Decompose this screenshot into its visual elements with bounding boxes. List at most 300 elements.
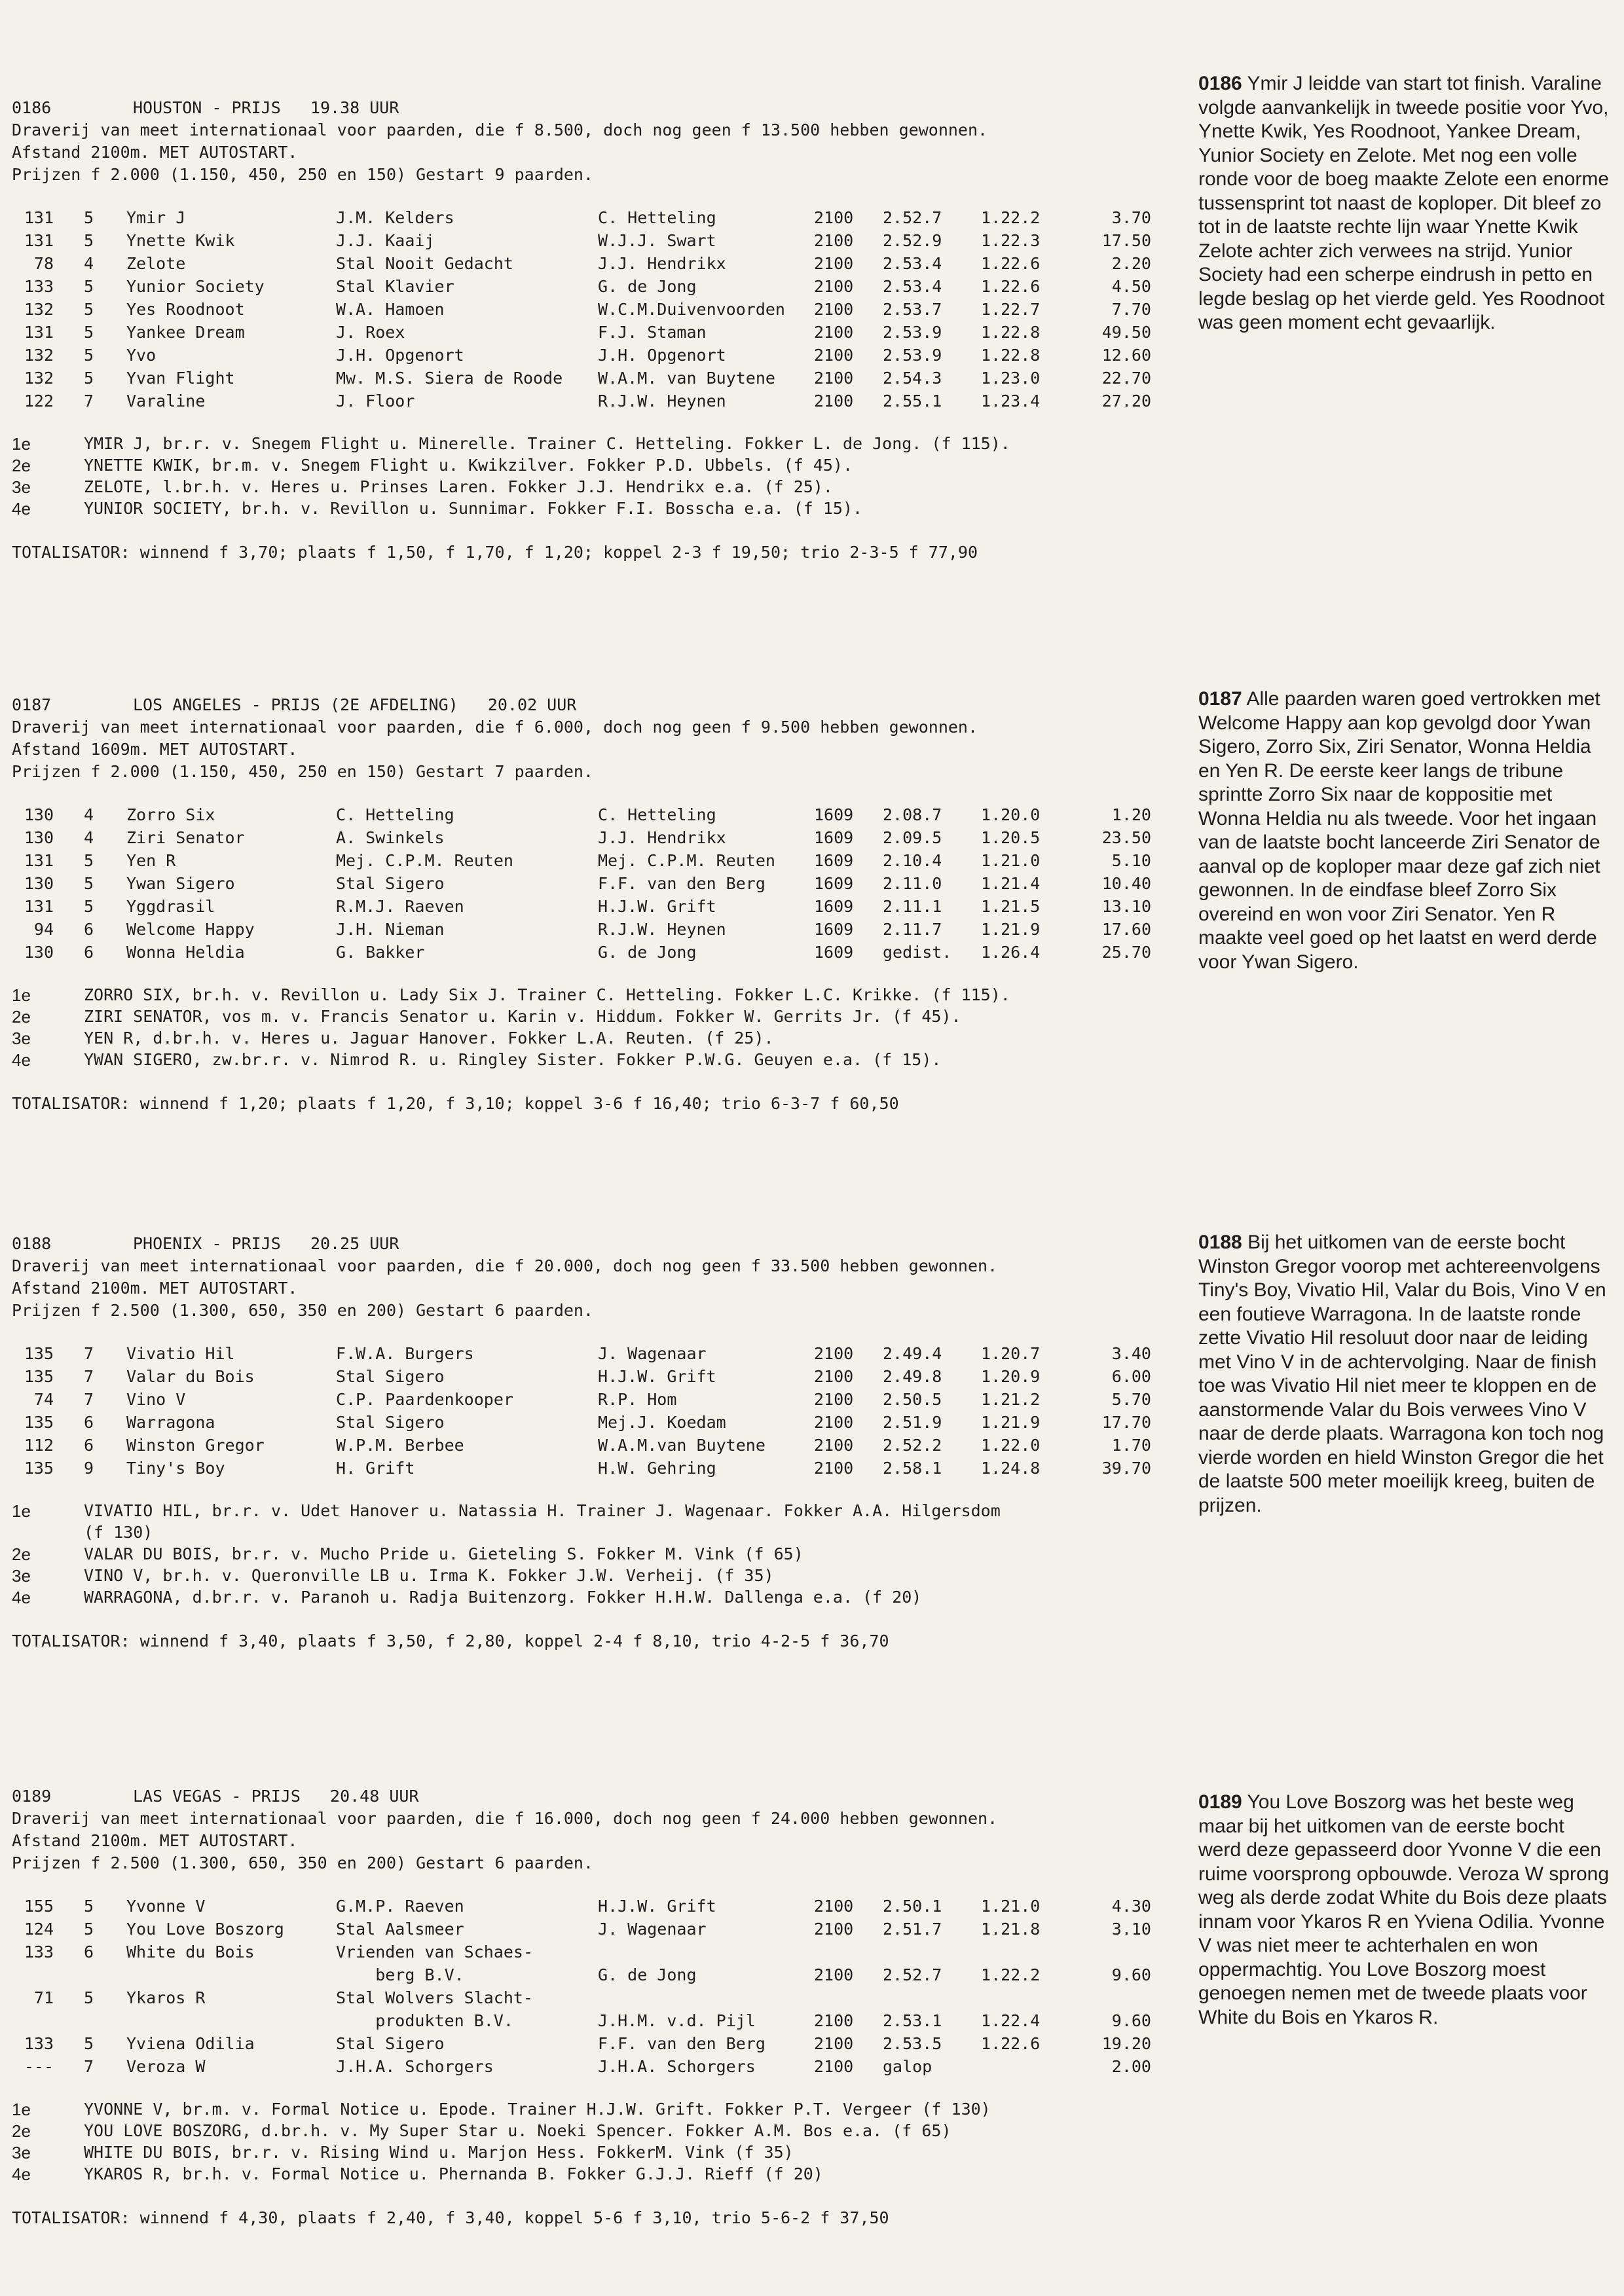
table-row	[12, 1920, 1204, 1942]
rider-cell: H.W. Gehring	[598, 1459, 716, 1478]
age-cell: 7	[84, 1367, 94, 1386]
race-name: LOS ANGELES - PRIJS (2E AFDELING)	[133, 695, 458, 714]
kmtime-cell: 1.23.4	[981, 392, 1041, 410]
race-section	[12, 97, 1204, 562]
distance-cell: 2100	[814, 300, 854, 319]
table-row	[12, 2011, 1204, 2034]
race-comment	[1198, 1231, 1611, 1518]
table-row	[12, 1897, 1204, 1920]
time-cell: 2.54.3	[883, 369, 942, 388]
distance-cell: 2100	[814, 231, 854, 250]
placing-line	[12, 1501, 1204, 1523]
horse-cell: Yen R	[126, 851, 176, 870]
kmtime-cell: 1.22.6	[981, 254, 1041, 273]
owner-cell: Stal Sigero	[336, 1413, 445, 1432]
rating-cell: 130	[24, 874, 54, 893]
race-name: PHOENIX - PRIJS	[133, 1234, 281, 1253]
rating-cell: 74	[33, 1390, 54, 1409]
time-cell: 2.11.7	[883, 920, 942, 939]
distance-cell: 2100	[814, 2057, 854, 2076]
kmtime-cell: 1.21.9	[981, 1413, 1041, 1432]
age-cell: 5	[84, 1920, 94, 1939]
kmtime-cell: 1.21.5	[981, 897, 1041, 916]
odds-cell: 9.60	[1111, 2011, 1151, 2030]
age-cell: 6	[84, 1413, 94, 1432]
owner-cell: Stal Sigero	[336, 874, 445, 893]
placing-position: 1e	[12, 2100, 31, 2119]
race-prizes: Prijzen f 2.500 (1.300, 650, 350 en 200) Gestart 6 paarden.	[12, 1853, 594, 1872]
horse-cell: Yvan Flight	[126, 369, 235, 388]
odds-cell: 39.70	[1101, 1459, 1151, 1478]
time-cell: 2.50.1	[883, 1897, 942, 1916]
time-cell: 2.55.1	[883, 392, 942, 410]
time-cell: 2.52.9	[883, 231, 942, 250]
rating-cell: 78	[33, 254, 54, 273]
kmtime-cell: 1.23.0	[981, 369, 1041, 388]
race-distance: Afstand 2100m. MET AUTOSTART.	[12, 1831, 298, 1850]
horse-cell: Zelote	[126, 254, 186, 273]
race-header	[12, 1785, 1204, 1808]
rider-cell: J. Wagenaar	[598, 1920, 707, 1939]
race-section	[12, 694, 1204, 1113]
placing-position: 3e	[12, 477, 31, 497]
age-cell: 5	[84, 231, 94, 250]
odds-cell: 22.70	[1101, 369, 1151, 388]
horse-cell: Welcome Happy	[126, 920, 255, 939]
rating-cell: 135	[24, 1367, 54, 1386]
time-cell: 2.52.2	[883, 1436, 942, 1455]
rider-cell: G. de Jong	[598, 943, 697, 962]
age-cell: 4	[84, 805, 94, 824]
distance-cell: 2100	[814, 1344, 854, 1363]
rider-cell: J.H. Opgenort	[598, 346, 726, 365]
placings-list	[12, 2100, 1204, 2186]
kmtime-cell: 1.22.0	[981, 1436, 1041, 1455]
odds-cell: 12.60	[1101, 346, 1151, 365]
owner-cell: F.W.A. Burgers	[336, 1344, 474, 1363]
age-cell: 6	[84, 920, 94, 939]
rating-cell: 131	[24, 323, 54, 342]
age-cell: 7	[84, 2057, 94, 2076]
owner-cell: J.J. Kaaij	[336, 231, 435, 250]
race-name: LAS VEGAS - PRIJS	[133, 1787, 301, 1806]
rating-cell: 130	[24, 805, 54, 824]
distance-cell: 2100	[814, 1436, 854, 1455]
kmtime-cell: 1.26.4	[981, 943, 1041, 962]
horse-cell: You Love Boszorg	[126, 1920, 284, 1939]
owner-cell: Mw. M.S. Siera de Roode	[336, 369, 563, 388]
placing-text: VALAR DU BOIS, br.r. v. Mucho Pride u. Gieteling S. Fokker M. Vink (f 65)	[84, 1544, 803, 1563]
owner-cell: J. Floor	[336, 392, 415, 410]
kmtime-cell: 1.22.6	[981, 2034, 1041, 2053]
placing-text: VINO V, br.h. v. Queronville LB u. Irma K. Fokker J.W. Verheij. (f 35)	[84, 1566, 774, 1585]
owner-cell: J. Roex	[336, 323, 405, 342]
placings-list	[12, 985, 1204, 1072]
owner-cell: W.A. Hamoen	[336, 300, 445, 319]
race-name: HOUSTON - PRIJS	[133, 98, 281, 117]
placing-position: 1e	[12, 434, 31, 454]
distance-cell: 2100	[814, 346, 854, 365]
placing-line	[12, 1523, 1204, 1544]
placing-text: YOU LOVE BOSZORG, d.br.h. v. My Super Star u. Noeki Spencer. Fokker A.M. Bos e.a. (f 65)	[84, 2121, 951, 2140]
placing-line	[12, 2143, 1204, 2164]
distance-cell: 1609	[814, 805, 854, 824]
placing-line	[12, 1029, 1204, 1050]
results-table	[12, 1897, 1204, 2080]
table-row	[12, 392, 1204, 414]
placing-text: ZELOTE, l.br.h. v. Heres u. Prinses Laren. Fokker J.J. Hendrikx e.a. (f 25).	[84, 477, 833, 496]
time-cell: 2.53.9	[883, 346, 942, 365]
age-cell: 5	[84, 1988, 94, 2007]
age-cell: 5	[84, 897, 94, 916]
odds-cell: 19.20	[1101, 2034, 1151, 2053]
time-cell: 2.53.7	[883, 300, 942, 319]
race-number: 0189	[12, 1787, 52, 1806]
rider-cell: W.A.M. van Buytene	[598, 369, 775, 388]
table-row	[12, 1344, 1204, 1367]
placing-position: 3e	[12, 1566, 31, 1586]
rider-cell: Mej. C.P.M. Reuten	[598, 851, 775, 870]
age-cell: 5	[84, 874, 94, 893]
distance-cell: 1609	[814, 897, 854, 916]
odds-cell: 10.40	[1101, 874, 1151, 893]
horse-cell: Vivatio Hil	[126, 1344, 235, 1363]
odds-cell: 49.50	[1101, 323, 1151, 342]
time-cell: 2.11.0	[883, 874, 942, 893]
race-comment	[1198, 1791, 1611, 2030]
odds-cell: 2.20	[1111, 254, 1151, 273]
kmtime-cell: 1.22.7	[981, 300, 1041, 319]
horse-cell: Vino V	[126, 1390, 186, 1409]
time-cell: 2.08.7	[883, 805, 942, 824]
kmtime-cell: 1.21.0	[981, 851, 1041, 870]
rider-cell: G. de Jong	[598, 1965, 697, 1984]
placing-position: 2e	[12, 1007, 31, 1027]
rider-cell: F.J. Staman	[598, 323, 707, 342]
horse-cell: Yunior Society	[126, 277, 265, 296]
owner-cell: G.M.P. Raeven	[336, 1897, 464, 1916]
kmtime-cell: 1.22.4	[981, 2011, 1041, 2030]
odds-cell: 1.70	[1111, 1436, 1151, 1455]
age-cell: 4	[84, 254, 94, 273]
distance-cell: 2100	[814, 1367, 854, 1386]
table-row	[12, 369, 1204, 392]
rating-cell: 132	[24, 300, 54, 319]
odds-cell: 13.10	[1101, 897, 1151, 916]
distance-cell: 2100	[814, 1920, 854, 1939]
rating-cell: 130	[24, 828, 54, 847]
race-prizes: Prijzen f 2.000 (1.150, 450, 250 en 150) Gestart 7 paarden.	[12, 762, 594, 781]
odds-cell: 1.20	[1111, 805, 1151, 824]
rider-cell: J.J. Hendrikx	[598, 828, 726, 847]
time-cell: 2.50.5	[883, 1390, 942, 1409]
rating-cell: 124	[24, 1920, 54, 1939]
rider-cell: W.C.M.Duivenvoorden	[598, 300, 785, 319]
age-cell: 5	[84, 300, 94, 319]
horse-cell: Yvo	[126, 346, 157, 365]
owner-cell: Stal Aalsmeer	[336, 1920, 464, 1939]
placing-position: 2e	[12, 456, 31, 475]
time-cell: 2.09.5	[883, 828, 942, 847]
horse-cell: Yes Roodnoot	[126, 300, 245, 319]
distance-cell: 2100	[814, 1897, 854, 1916]
owner-cell: Stal Klavier	[336, 277, 454, 296]
distance-cell: 1609	[814, 874, 854, 893]
horse-cell: Varaline	[126, 392, 206, 410]
owner-cell: J.M. Kelders	[336, 208, 454, 227]
placing-line	[12, 434, 1204, 456]
time-cell: 2.58.1	[883, 1459, 942, 1478]
kmtime-cell: 1.21.2	[981, 1390, 1041, 1409]
rider-cell: J.H.A. Schorgers	[598, 2057, 756, 2076]
table-row	[12, 277, 1204, 300]
age-cell: 5	[84, 208, 94, 227]
table-row	[12, 1436, 1204, 1459]
odds-cell: 23.50	[1101, 828, 1151, 847]
time-cell: 2.52.7	[883, 1965, 942, 1984]
horse-cell: Warragona	[126, 1413, 215, 1432]
placings-list	[12, 434, 1204, 520]
horse-cell: Tiny's Boy	[126, 1459, 225, 1478]
race-number: 0186	[12, 98, 52, 117]
table-row	[12, 920, 1204, 943]
race-time: 19.38 UUR	[310, 98, 399, 117]
table-row	[12, 2034, 1204, 2057]
owner-cell: R.M.J. Raeven	[336, 897, 464, 916]
rating-cell: 94	[33, 920, 54, 939]
kmtime-cell: 1.21.0	[981, 1897, 1041, 1916]
placing-position: 3e	[12, 2143, 31, 2162]
horse-cell: Ziri Senator	[126, 828, 245, 847]
distance-cell: 2100	[814, 1413, 854, 1432]
rating-cell: 155	[24, 1897, 54, 1916]
owner-cell: J.H. Opgenort	[336, 346, 464, 365]
horse-cell: White du Bois	[126, 1942, 255, 1961]
owner-cell: Mej. C.P.M. Reuten	[336, 851, 513, 870]
age-cell: 7	[84, 1344, 94, 1363]
rating-cell: 122	[24, 392, 54, 410]
age-cell: 5	[84, 2034, 94, 2053]
distance-cell: 2100	[814, 392, 854, 410]
odds-cell: 4.30	[1111, 1897, 1151, 1916]
table-row	[12, 874, 1204, 897]
rating-cell: 132	[24, 369, 54, 388]
horse-cell: Yvonne V	[126, 1897, 206, 1916]
race-header	[12, 1233, 1204, 1255]
horse-cell: Ymir J	[126, 208, 186, 227]
race-number: 0187	[12, 695, 52, 714]
comment-text: Alle paarden waren goed vertrokken met Welcome Happy aan kop gevolgd door Ywan Sigero, Zorro Six, Ziri Senator, Wonna Heldia en Yen R. De eerste keer langs de tribune sprintte Zorro Six naar de koppositie met Wonna Heldia nu als tweede. Voor het ingaan van de laatste bocht lanceerde Ziri Senator de aanval op de koploper maar deze gaf zich niet gewonnen. In de eindfase bleef Zorro Six overeind en won voor Ziri Senator. Yen R maakte veel goed op het laatst en werd derde voor Ywan Sigero.	[1198, 688, 1600, 973]
placing-position: 4e	[12, 2164, 31, 2184]
placing-position: 2e	[12, 1544, 31, 1564]
race-time: 20.02 UUR	[487, 695, 577, 714]
table-row	[12, 300, 1204, 323]
rating-cell: 135	[24, 1413, 54, 1432]
table-row	[12, 254, 1204, 277]
placing-position: 4e	[12, 499, 31, 519]
age-cell: 7	[84, 392, 94, 410]
age-cell: 5	[84, 851, 94, 870]
time-cell: 2.52.7	[883, 208, 942, 227]
race-section	[12, 1785, 1204, 2227]
placing-text: WHITE DU BOIS, br.r. v. Rising Wind u. Marjon Hess. FokkerM. Vink (f 35)	[84, 2143, 794, 2162]
age-cell: 5	[84, 277, 94, 296]
distance-cell: 1609	[814, 828, 854, 847]
rider-cell: W.J.J. Swart	[598, 231, 716, 250]
time-cell: galop	[883, 2057, 932, 2076]
placing-text: YUNIOR SOCIETY, br.h. v. Revillon u. Sunnimar. Fokker F.I. Bosscha e.a. (f 15).	[84, 499, 863, 518]
rating-cell: 112	[24, 1436, 54, 1455]
odds-cell: 3.10	[1111, 1920, 1151, 1939]
distance-cell: 2100	[814, 369, 854, 388]
race-description: Draverij van meet internationaal voor paarden, die f 20.000, doch nog geen f 33.500 hebben gewonnen.	[12, 1256, 998, 1275]
rating-cell: 71	[33, 1988, 54, 2007]
odds-cell: 17.70	[1101, 1413, 1151, 1432]
owner-cell: A. Swinkels	[336, 828, 445, 847]
odds-cell: 6.00	[1111, 1367, 1151, 1386]
placing-line	[12, 499, 1204, 520]
placing-text: ZORRO SIX, br.h. v. Revillon u. Lady Six J. Trainer C. Hetteling. Fokker L.C. Krikke. (f 115).	[84, 985, 1010, 1004]
distance-cell: 2100	[814, 2034, 854, 2053]
odds-cell: 17.50	[1101, 231, 1151, 250]
race-header	[12, 694, 1204, 716]
race-prizes: Prijzen f 2.000 (1.150, 450, 250 en 150) Gestart 9 paarden.	[12, 165, 594, 184]
distance-cell: 2100	[814, 323, 854, 342]
table-row	[12, 1390, 1204, 1413]
owner-cell: J.H.A. Schorgers	[336, 2057, 494, 2076]
table-row	[12, 323, 1204, 346]
race-comment	[1198, 72, 1611, 335]
rider-cell: R.P. Hom	[598, 1390, 677, 1409]
time-cell: 2.49.4	[883, 1344, 942, 1363]
odds-cell: 2.00	[1111, 2057, 1151, 2076]
results-table	[12, 805, 1204, 966]
table-row	[12, 1367, 1204, 1390]
owner-cell: Stal Wolvers Slacht-	[336, 1988, 534, 2007]
rider-cell: F.F. van den Berg	[598, 874, 766, 893]
comment-text: You Love Boszorg was het beste weg maar bij het uitkomen van de eerste bocht werd deze gepasseerd door Yvonne V die een ruime voorsprong opbouwde. Veroza W sprong weg als derde zodat White du Bois deze plaats innam voor Ykaros R en Yviena Odilia. Yvonne V was niet meer te achterhalen en won oppermachtig. You Love Boszorg moest genoegen nemen met de tweede plaats voor White du Bois en Ykaros R.	[1198, 1791, 1610, 2028]
time-cell: 2.53.1	[883, 2011, 942, 2030]
placing-text: VIVATIO HIL, br.r. v. Udet Hanover u. Natassia H. Trainer J. Wagenaar. Fokker A.A. Hilgersdom	[84, 1501, 1001, 1520]
distance-cell: 1609	[814, 943, 854, 962]
rider-cell: J.H.M. v.d. Pijl	[598, 2011, 756, 2030]
placing-line	[12, 2164, 1204, 2186]
race-distance: Afstand 2100m. MET AUTOSTART.	[12, 143, 298, 162]
age-cell: 6	[84, 1436, 94, 1455]
table-row	[12, 208, 1204, 231]
table-row	[12, 231, 1204, 254]
table-row	[12, 1459, 1204, 1482]
kmtime-cell: 1.20.5	[981, 828, 1041, 847]
rating-cell: 133	[24, 1942, 54, 1961]
horse-cell: Zorro Six	[126, 805, 215, 824]
placing-line	[12, 1566, 1204, 1588]
odds-cell: 5.70	[1111, 1390, 1151, 1409]
time-cell: 2.11.1	[883, 897, 942, 916]
horse-cell: Winston Gregor	[126, 1436, 265, 1455]
race-distance: Afstand 2100m. MET AUTOSTART.	[12, 1279, 298, 1298]
rider-cell: C. Hetteling	[598, 208, 716, 227]
table-row	[12, 2057, 1204, 2080]
placing-position: 1e	[12, 985, 31, 1005]
placing-line	[12, 2100, 1204, 2121]
age-cell: 5	[84, 369, 94, 388]
placing-position: 3e	[12, 1029, 31, 1048]
rating-cell: 135	[24, 1344, 54, 1363]
time-cell: 2.53.5	[883, 2034, 942, 2053]
rider-cell: H.J.W. Grift	[598, 897, 716, 916]
owner-cell: C. Hetteling	[336, 805, 454, 824]
odds-cell: 17.60	[1101, 920, 1151, 939]
placing-text: YMIR J, br.r. v. Snegem Flight u. Minerelle. Trainer C. Hetteling. Fokker L. de Jong. (f 115).	[84, 434, 1010, 453]
placing-text: WARRAGONA, d.br.r. v. Paranoh u. Radja Buitenzorg. Fokker H.H.W. Dallenga e.a. (f 20)	[84, 1588, 922, 1607]
placing-position: 4e	[12, 1588, 31, 1607]
placing-text: ZIRI SENATOR, vos m. v. Francis Senator u. Karin v. Hiddum. Fokker W. Gerrits Jr. (f 45).	[84, 1007, 961, 1026]
age-cell: 5	[84, 1897, 94, 1916]
table-row	[12, 346, 1204, 369]
placing-position: 2e	[12, 2121, 31, 2141]
race-description: Draverij van meet internationaal voor paarden, die f 8.500, doch nog geen f 13.500 hebben gewonnen.	[12, 120, 988, 139]
horse-cell: Veroza W	[126, 2057, 206, 2076]
rating-cell: 130	[24, 943, 54, 962]
placing-line	[12, 2121, 1204, 2143]
odds-cell: 7.70	[1111, 300, 1151, 319]
results-table	[12, 208, 1204, 414]
race-comment	[1198, 687, 1611, 974]
rider-cell: W.A.M.van Buytene	[598, 1436, 766, 1455]
odds-cell: 3.40	[1111, 1344, 1151, 1363]
race-section	[12, 1233, 1204, 1650]
placing-line	[12, 1588, 1204, 1609]
placing-text: YKAROS R, br.h. v. Formal Notice u. Phernanda B. Fokker G.J.J. Rieff (f 20)	[84, 2164, 823, 2183]
kmtime-cell: 1.22.2	[981, 208, 1041, 227]
rider-cell: R.J.W. Heynen	[598, 392, 726, 410]
placing-line	[12, 1544, 1204, 1566]
horse-cell: Yviena Odilia	[126, 2034, 255, 2053]
kmtime-cell: 1.20.7	[981, 1344, 1041, 1363]
placing-position: 4e	[12, 1050, 31, 1070]
totalisator-line: TOTALISATOR: winnend f 4,30, plaats f 2,40, f 3,40, koppel 5-6 f 3,10, trio 5-6-2 f 37,50	[12, 2208, 889, 2227]
totalisator-line: TOTALISATOR: winnend f 3,70; plaats f 1,50, f 1,70, f 1,20; koppel 2-3 f 19,50; trio 2-3-5 f 77,90	[12, 543, 978, 562]
horse-cell: Ykaros R	[126, 1988, 206, 2007]
race-number: 0188	[12, 1234, 52, 1253]
comment-race-number: 0186	[1198, 73, 1242, 94]
owner-cell: produkten B.V.	[336, 2011, 513, 2030]
rider-cell: H.J.W. Grift	[598, 1897, 716, 1916]
rider-cell: R.J.W. Heynen	[598, 920, 726, 939]
odds-cell: 27.20	[1101, 392, 1151, 410]
totalisator-line: TOTALISATOR: winnend f 3,40, plaats f 3,50, f 2,80, koppel 2-4 f 8,10, trio 4-2-5 f 36,70	[12, 1631, 889, 1650]
placing-text: (f 130)	[84, 1523, 153, 1542]
placing-text: YEN R, d.br.h. v. Heres u. Jaguar Hanover. Fokker L.A. Reuten. (f 25).	[84, 1029, 774, 1048]
rating-cell: 135	[24, 1459, 54, 1478]
rider-cell: F.F. van den Berg	[598, 2034, 766, 2053]
horse-cell: Yankee Dream	[126, 323, 245, 342]
kmtime-cell: 1.20.0	[981, 805, 1041, 824]
distance-cell: 2100	[814, 277, 854, 296]
rider-cell: J.J. Hendrikx	[598, 254, 726, 273]
rating-cell: 131	[24, 208, 54, 227]
age-cell: 6	[84, 943, 94, 962]
time-cell: 2.49.8	[883, 1367, 942, 1386]
kmtime-cell: 1.21.4	[981, 874, 1041, 893]
placing-line	[12, 1007, 1204, 1029]
kmtime-cell: 1.24.8	[981, 1459, 1041, 1478]
placing-text: YWAN SIGERO, zw.br.r. v. Nimrod R. u. Ringley Sister. Fokker P.W.G. Geuyen e.a. (f 15).	[84, 1050, 942, 1069]
owner-cell: Stal Nooit Gedacht	[336, 254, 513, 273]
table-row	[12, 1942, 1204, 1965]
time-cell: 2.53.9	[883, 323, 942, 342]
